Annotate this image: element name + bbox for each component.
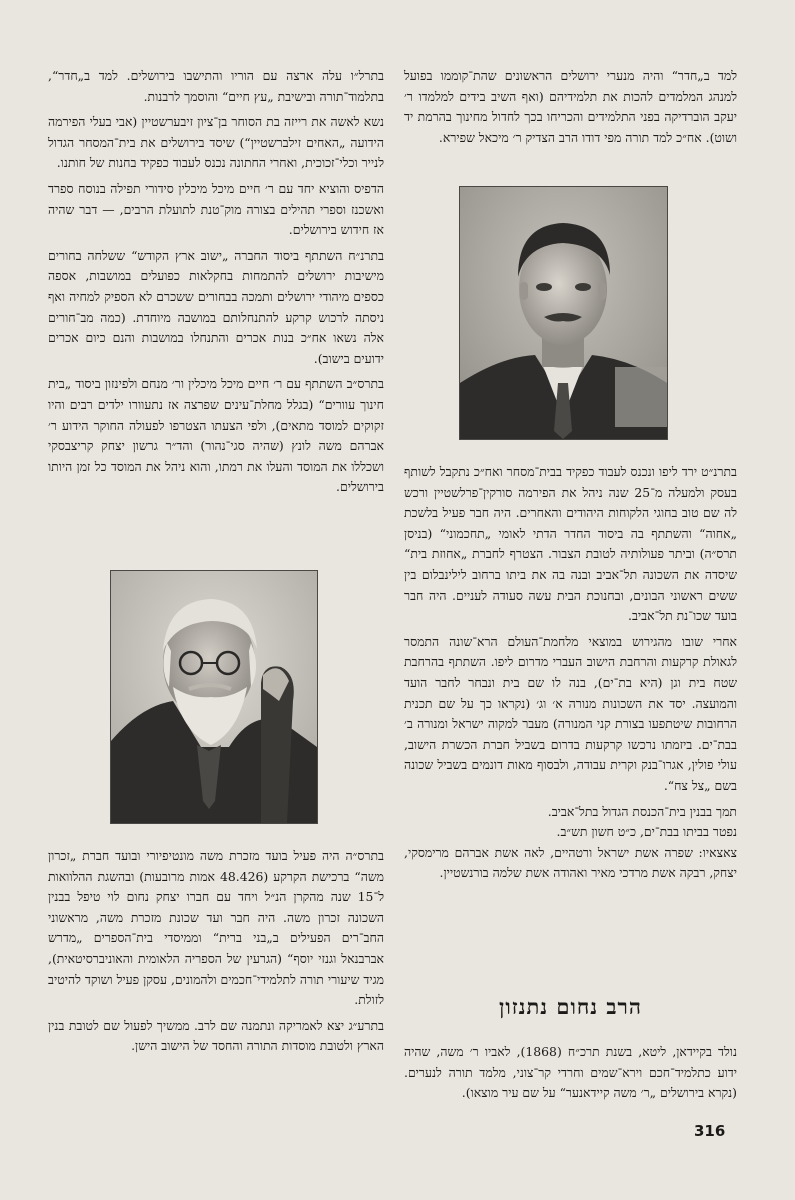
paragraph: בתרע״ג יצא לאמריקה ונתמנה שם לרב. ממשיך לפעול שם לטובת בנין הארץ ולטובת מוסדות התורה והחסד של הישוב הישן. [48, 1017, 384, 1054]
paragraph: נולד בקיידאן, ליטא, בשנת תרכ״ח (1868), לאביו ר׳ משה, שהיה ידוע כתלמיד־חכם וירא־שמים וחרדי קר־צוני, מלמד תורה לנערים. (נקרא בירושלים „ר׳ משה קיידאנער“ על שם עיר מוצאו). [404, 1044, 738, 1101]
paragraph: תמך בבנין בית־הכנסת הגדול בתל־אביב. [547, 803, 737, 819]
paragraph: בתרל״ו עלה ארצה עם הוריו והתישבו בירושלים. למד ב„חדר“, בתלמוד־תורה ובישיבת „עץ חיים“ והוסמך לרבנות. [48, 68, 384, 104]
paragraph: למד ב„חדר“ והיה מנערי ירושלים הראשונים שהת־קוממו בפועל למנהג המלמדים להכות את תלמידיהם (ואף השיב בידים למלמדו ר׳ יעקב הוברדיקה בפני התלמידים והכריחו בכך לחדול מחינוך בהרמת יד ושוט). אח״כ למד תורה מפי דודו הרב הצדיק ר׳ מיכאל שפירא. [404, 68, 737, 145]
paragraph: צאצאיו: שפרה אשת ישראל ורטהיים, לאה אשת אברהם מרימסקי, יצחק, רבקה אשת מרדכי מאיר ואהודה אשת שלמה בורנשטיין. [404, 844, 737, 881]
paragraph: נשא לאשה את רייזה בת הסוחר בן־ציון זיבערשטיין (אבי בעלי הפירמה הידועה „האחים זילברשטיין“) שיסד בירושלים את בית־המסחר הגדול לנייר וכלי־זכוכית, ואחרי החתונה נכנס לעבוד כפקיד בחנות של חותנו. [48, 114, 384, 171]
left-column-bottom [48, 846, 384, 1062]
paragraph: אחרי שובו מהגירוש במוצאי מלחמת־העולם הרא־שונה התמסר לגאולת קרקעות והרחבת הישוב העברי מדרום ליפו. השתתף בהרחבת שטח בית וגן (היא בת־ים), בנה לו שם בית ונבחר לחבר הועד והמועצה. יסד את השכונות מנורה א׳ וג׳ (נקראו כך על שם תכנית הרחובות שיטתפעו בצורת קני המנורה) מעבר למקוה ישראל ומנורה ב׳ בבת־ים. ביזמתו נרכשו קרקעות בדרום בשביל חברת הכשרת הישוב, עולי פולין, אגרו־בנק וקרית עבודה, ולבסוף מאות דונמים בשביל שכונה בשם „צל צח“. [404, 633, 737, 793]
paragraph: בתרס״ב השתתף עם ר׳ חיים מיכל מיכלין ור׳ מנחם ולפינזון ביסוד „בית חינוך עוורים“ (בגלל מחלת־עינים שפרצה אז נתעוורו ילדים רבים והיו זקוקים למוסד מתאים), ולפי הצעתו הצטרפו לפעולה החוקר הידוע ר׳ אברהם משה לונץ (שהיה סגי־נהור) והד״ר גרשון יצחק קריצבסקי ושכללו את המוסד והעלו את רמתו, והוא ניהל את המוסד כל זמן היותו בירושלים. [48, 376, 384, 495]
paragraph: בתרס״ה היה פעיל בועד מזכרת משה מונטיפיורי ובועד חברת „זכרון משה“ ברכישת הקרקע (48.426 אמות מרובעות) ובהשגת ההלוואות ל־15 שנה מהקרן הנ״ל ויחד עם חברו יצחק נחום לוי טיפל בבנין השכונה זכרון משה. היה חבר ועד שכונת מזכרת משה, מראשוני החב־רים הפעילים ב„בני ברית“ וממיסדי בית־הספרים „מדרש אברבנאל וגנזי יוסף“ (הגרעין של הספריה הלאומית והאוניברסיטאית), מגיד שיעורי תורה לתלמידי־חכמים ולהמונים, עסקן פעיל ושוקד להיטיב לזולת. [48, 848, 384, 1008]
section-heading: הרב נחום נתנזון [499, 994, 642, 1019]
right-column-top [404, 66, 737, 153]
portrait-photo-man-beard [110, 570, 318, 824]
right-column-main [404, 462, 737, 889]
paragraph: הדפיס והוציא יחד עם ר׳ חיים מיכל מיכלין סידורי תפילה בנוסח ספרד ואשכנז וספרי תהילים בצורה מוק־טנת לתועלת הרבים, — דבר שהיה אז חידוש בירושלים. [48, 180, 384, 238]
paragraph: בתרנ״ח השתתף ביסוד החברה „ישוב ארץ הקודש“ ששלחה בחורים מישיבות ירושלים להתמחות בחקלאות כפועלים במושבות, אספה כספים מיהודי ירושלים ותמכה בבחורים ששכרם לא הספיק למחיה ואף ניסתה לרכוש קרקע להתנחלותם במושבה מיוחדת. (כמה מב־חורים אלה נשאו אח״כ בנות אכרים והתנחלו במושבות והנם כיום אכרים ידועים בישוב). [48, 247, 384, 366]
paragraph: בתרנ״ט ירד ליפו ונכנס לעבוד כפקיד בבית־מסחר ואח״כ נתקבל לשותף בעסק ולמעלה מ־25 שנה ניהל את הפירמה סורקין־פרלשטיין ורכש לה שם טוב בחוגי הלקוחות היהודים והאחרים. היה חבר פעיל בלשכת „אחוה“ והשתתף בה ביסוד החדר הדתי לאומי „תחכמוני“ (בניסן תרס״ה) וביתר פעולותיה לטובת הצבור. הצטרף לחברת „אחוזת בית“ שיסדה את השכונה תל־אביב ובנה בה את ביתו ברחוב לילינבלום בין ששים ראשוני הבונים, ובחנוכת הבית עשה סעודה לעניים. היה חבר בועד שכו־נת תל־אביב. [404, 464, 738, 624]
section-bio [404, 1042, 737, 1109]
left-column-top [48, 66, 384, 503]
page-number: 316 [694, 1122, 726, 1140]
paragraph: נפטר בביתו בבת־ים, כ״ט חשון תש״ב. [556, 824, 737, 840]
portrait-photo-man-mustache [459, 186, 668, 440]
